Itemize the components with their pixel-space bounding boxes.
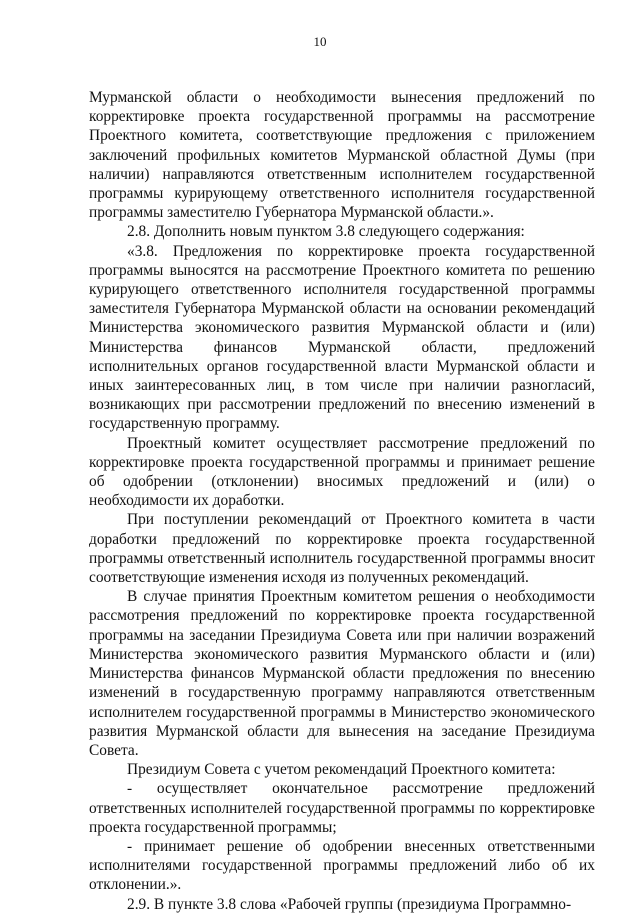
paragraph-2-8: 2.8. Дополнить новым пунктом 3.8 следующего содержания: <box>127 223 525 241</box>
paragraph-3-8: «3.8. Предложения по корректировке проекта государственной программы выносятся на рассмотрение Проектного комитета по решению курирующего ответственного исполнителя государственной программы заместителя Губернатора Мурманской области на основании рекомендаций Министерства экономического развития Мурманской области и (или) Министерства финансов Мурманской области, предложений исполнительных органов государственной власти Мурманской области и иных заинтересованных лиц, в том числе при наличии разногласий, возникающих при рассмотрении предложений по внесению изменений в государственную программу. <box>89 242 595 433</box>
paragraph-presidium-case: В случае принятия Проектным комитетом решения о необходимости рассмотрения предложений по корректировке проекта государственной программы на заседании Президиума Совета или при наличии возражений Министерства экономического развития Мурманского области и (или) Министерства финансов Мурманской области предложения по внесению изменений в государственную программу направляются ответственным исполнителем государственной программы в Министерство экономического развития Мурманской области для вынесения на заседание Президиума Совета. <box>89 588 595 759</box>
paragraph-recommendations: При поступлении рекомендаций от Проектного комитета в части доработки предложений по корректировке проекта государственной программы ответственный исполнитель государственной программы вносит соответствующие изменения исходя из полученных рекомендаций. <box>89 511 595 587</box>
list-item-decision: - принимает решение об одобрении внесенных ответственными исполнителями государственной программы предложений либо об их отклонении.». <box>89 837 595 894</box>
list-item-final-review: - осуществляет окончательное рассмотрение предложений ответственных исполнителей государственной программы по корректировке проекта государственной программы; <box>89 780 595 836</box>
paragraph-project-committee: Проектный комитет осуществляет рассмотрение предложений по корректировке проекта государственной программы и принимает решение об одобрении (отклонении) вносимых предложений и (или) о необходимости их доработки. <box>89 434 595 510</box>
document-body <box>89 88 595 914</box>
paragraph-2-9: 2.9. В пункте 3.8 слова «Рабочей группы (президиума Программно- <box>127 895 572 913</box>
paragraph-1: Мурманской области о необходимости вынесения предложений по корректировке проекта государственной программы на рассмотрение Проектного комитета, соответствующие предложения с приложением заключений профильных комитетов Мурманской областной Думы (при наличии) направляются ответственным исполнителем государственной программы курирующему ответственного исполнителя государственной программы заместителю Губернатора Мурманской области.». <box>89 89 595 222</box>
page-number: 10 <box>313 34 327 49</box>
paragraph-presidium: Президиум Совета с учетом рекомендаций Проектного комитета: <box>127 761 556 779</box>
